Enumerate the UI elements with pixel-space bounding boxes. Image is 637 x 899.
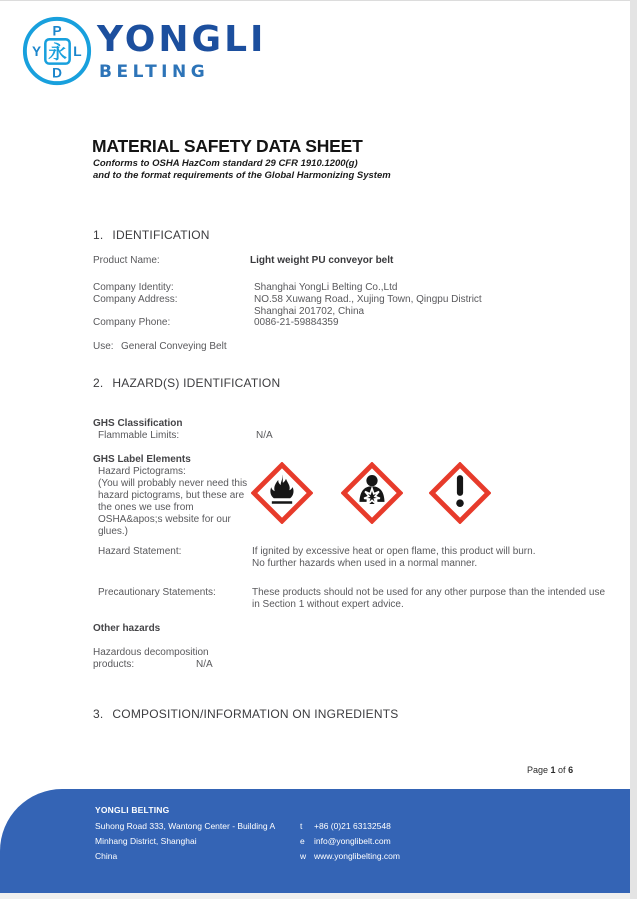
svg-text:Y: Y: [32, 43, 42, 59]
section1-number: 1.: [93, 228, 104, 242]
product-name-value: Light weight PU conveyor belt: [250, 255, 394, 266]
brand-wordmark: YONGLI: [97, 19, 267, 60]
viewer-bottom-edge: [0, 893, 630, 899]
flammable-limits-label: Flammable Limits:: [98, 430, 180, 441]
document-title: MATERIAL SAFETY DATA SHEET: [92, 136, 363, 156]
footer-email-value: info@yonglibelt.com: [314, 836, 391, 846]
section2-number: 2.: [93, 376, 104, 390]
pictograms-note-line2: hazard pictograms, but these are: [98, 490, 245, 501]
document-subtitle-line2: and to the format requirements of the Global Harmonizing System: [93, 170, 391, 181]
ghs-flame-pictogram-icon: [251, 462, 313, 524]
other-hazards-heading: Other hazards: [93, 623, 161, 634]
company-address-line2: Shanghai 201702, China: [254, 306, 365, 317]
footer-web-label: w: [300, 851, 307, 861]
svg-text:L: L: [73, 43, 82, 59]
hazardous-decomposition-label-line1: Hazardous decomposition: [93, 647, 209, 658]
pictograms-note-line4: OSHA&apos;s website for our: [98, 514, 231, 525]
svg-text:P: P: [52, 23, 62, 39]
company-address-line1: NO.58 Xuwang Road., Xujing Town, Qingpu District: [254, 294, 482, 305]
page-current: 1: [550, 765, 556, 775]
company-address-label: Company Address:: [93, 294, 178, 305]
precautionary-line2: in Section 1 without expert advice.: [252, 599, 404, 610]
footer-address-line1: Suhong Road 333, Wantong Center - Building A: [95, 821, 276, 831]
flammable-limits-value: N/A: [256, 430, 273, 441]
company-identity-value: Shanghai YongLi Belting Co.,Ltd: [254, 282, 398, 293]
section3-number: 3.: [93, 707, 104, 721]
precautionary-statements-label: Precautionary Statements:: [98, 587, 216, 598]
footer-web-value: www.yonglibelting.com: [314, 851, 400, 861]
ghs-label-elements-heading: GHS Label Elements: [93, 454, 191, 465]
footer-phone-label: t: [300, 821, 303, 831]
footer-address-line2: Minhang District, Shanghai: [95, 836, 197, 846]
ghs-exclamation-pictogram-icon: [429, 462, 491, 524]
section1-heading: 1. IDENTIFICATION: [93, 228, 210, 242]
product-name-label: Product Name:: [93, 255, 160, 266]
hazardous-decomposition-label-line2: products:: [93, 659, 135, 670]
yongli-emblem-icon: [20, 14, 94, 88]
viewer-right-edge: [630, 0, 637, 899]
svg-text:永: 永: [48, 42, 67, 64]
pictograms-note-line3: the ones we use from: [98, 502, 194, 513]
use-value: General Conveying Belt: [121, 341, 227, 352]
hazardous-decomposition-value: N/A: [196, 659, 213, 670]
brand-subwordmark: BELTING: [99, 62, 210, 82]
section3-heading: 3. COMPOSITION/INFORMATION ON INGREDIENTS: [93, 707, 399, 721]
page-number: Page 1 of 6: [527, 765, 574, 775]
page-total: 6: [568, 765, 574, 775]
section2-heading: 2. HAZARD(S) IDENTIFICATION: [93, 376, 281, 390]
ghs-health-hazard-pictogram-icon: [341, 462, 403, 524]
footer-phone-value: +86 (0)21 63132548: [314, 821, 391, 831]
yongli-logo: [20, 14, 320, 92]
footer-company-name: YONGLI BELTING: [95, 805, 170, 815]
footer-band: [0, 789, 630, 894]
company-identity-label: Company Identity:: [93, 282, 174, 293]
hazard-statement-label: Hazard Statement:: [98, 546, 182, 557]
pictograms-note-line1: (You will probably never need this: [98, 478, 248, 489]
footer-address-line3: China: [95, 851, 118, 861]
company-phone-value: 0086-21-59884359: [254, 317, 339, 328]
footer-email-label: e: [300, 836, 305, 846]
hazard-pictograms-label: Hazard Pictograms:: [98, 466, 186, 477]
use-label: Use:: [93, 341, 114, 352]
hazard-statement-line2: No further hazards when used in a normal manner.: [252, 558, 478, 569]
svg-text:D: D: [52, 65, 62, 81]
document-subtitle-line1: Conforms to OSHA HazCom standard 29 CFR 1910.1200(g): [93, 158, 358, 169]
ghs-classification-heading: GHS Classification: [93, 418, 183, 429]
precautionary-line1: These products should not be used for any other purpose than the intended use: [252, 587, 606, 598]
company-phone-label: Company Phone:: [93, 317, 171, 328]
pictograms-note-line5: glues.): [98, 526, 129, 537]
hazard-statement-line1: If ignited by excessive heat or open flame, this product will burn.: [252, 546, 536, 557]
